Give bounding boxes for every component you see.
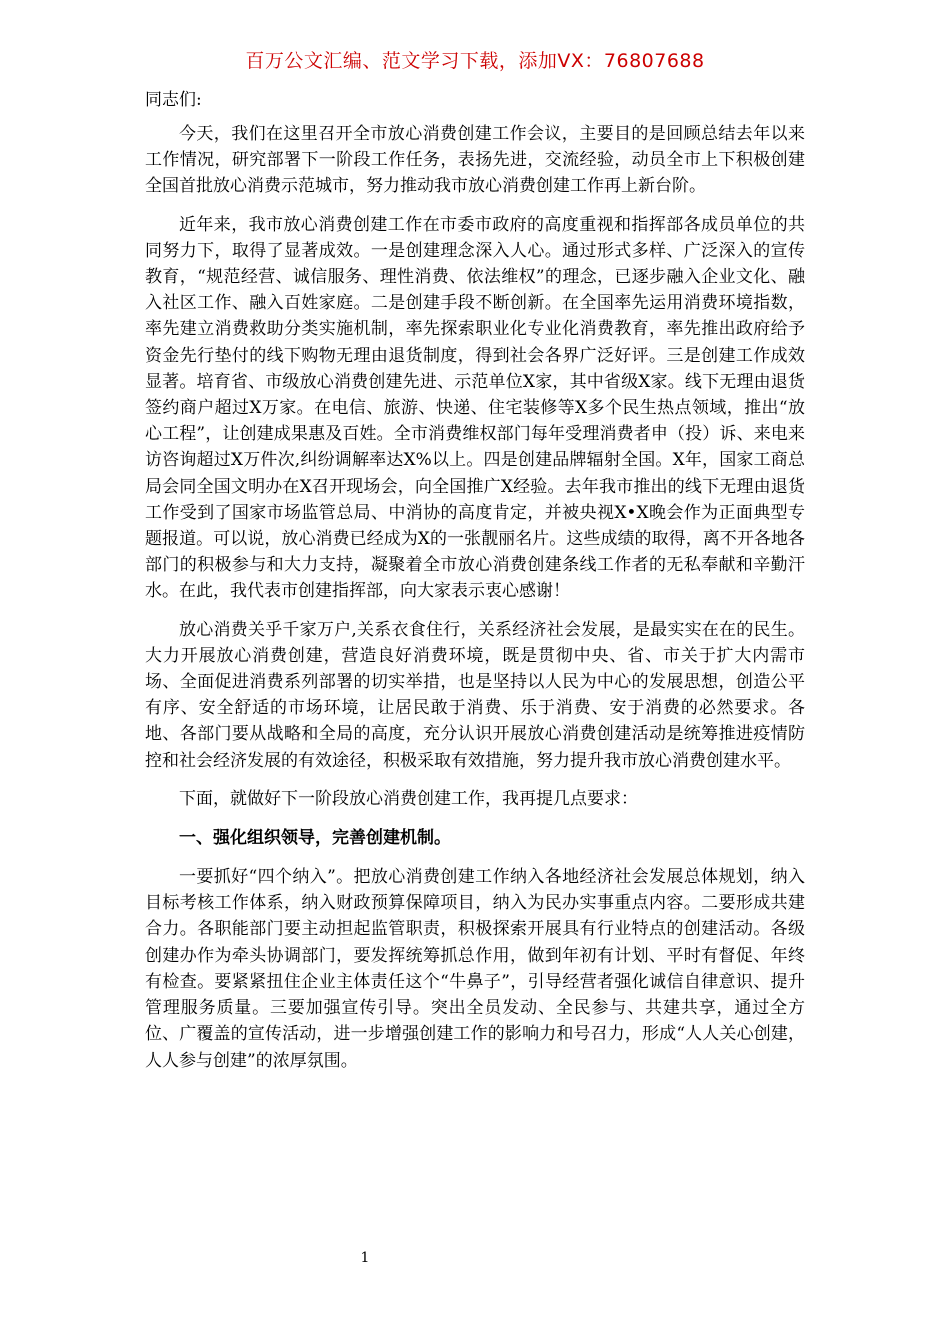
paragraph-achievements: 近年来，我市放心消费创建工作在市委市政府的高度重视和指挥部各成员单位的共同努力下，取得了显著成效。一是创建理念深入人心。通过形式多样、广泛深入的宣传教育，“规范经营、诚信服务、理性消费、依法维权”的理念，已逐步融入企业文化、融入社区工作、融入百姓家庭。二是创建手段不断创新。在全国率先运用消费环境指数，率先建立消费救助分类实施机制，率先探索职业化专业化消费教育，率先推出政府给予资金先行垫付的线下购物无理由退货制度，得到社会各界广泛好评。三是创建工作成效显著。培育省、市级放心消费创建先进、示范单位X家，其中省级X家。线下无理由退货签约商户超过X万家。在电信、旅游、快递、住宅装修等X多个民生热点领域，推出“放心工程”，让创建成果惠及百姓。全市消费维权部门每年受理消费者申（投）诉、来电来访咨询超过X万件次,纠纷调解率达X%以上。四是创建品牌辐射全国。X年，国家工商总局会同全国文明办在X召开现场会，向全国推广X经验。去年我市推出的线下无理由退货工作受到了国家市场监管总局、中消协的高度肯定，并被央视X•X晚会作为正面典型专题报道。可以说，放心消费已经成为X的一张靓丽名片。这些成绩的取得，离不开各地各部门的积极参与和大力支持，凝聚着全市放心消费创建条线工作者的无私奉献和辛勤汗水。在此，我代表市创建指挥部，向大家表示衷心感谢！	[145, 214, 805, 602]
paragraph-section-one: 一要抓好“四个纳入”。把放心消费创建工作纳入各地经济社会发展总体规划，纳入目标考核工作体系，纳入财政预算保障项目，纳入为民办实事重点内容。二要形成共建合力。各职能部门要主动担起监管职责，积极探索开展具有行业特点的创建活动。各级创建办作为牵头协调部门，要发挥统筹抓总作用，做到年初有计划、平时有督促、年终有检查。要紧紧扭住企业主体责任这个“牛鼻子”，引导经营者强化诚信自律意识、提升管理服务质量。三要加强宣传引导。突出全员发动、全民参与、共建共享，通过全方位、广覆盖的宣传活动，进一步增强创建工作的影响力和号召力，形成“人人关心创建，人人参与创建”的浓厚氛围。	[145, 867, 805, 1071]
section-heading: 一、强化组织领导，完善创建机制。	[179, 828, 451, 849]
paragraph-significance: 放心消费关乎千家万户,关系衣食住行，关系经济社会发展，是最实实在在的民生。大力开展放心消费创建，营造良好消费环境，既是贯彻中央、省、市关于扩大内需市场、全面促进消费系列部署的切实举措，也是坚持以人民为中心的发展思想，创造公平有序、安全舒适的市场环境，让居民敢于消费、乐于消费、安于消费的必然要求。各地、各部门要从战略和全局的高度，充分认识开展放心消费创建活动是统筹推进疫情防控和社会经济发展的有效途径，积极采取有效措施，努力提升我市放心消费创建水平。	[145, 619, 805, 771]
header-banner: 百万公文汇编、范文学习下载，添加VX：76807688	[245, 50, 705, 72]
salutation: 同志们:	[145, 90, 202, 110]
paragraph-opening: 今天，我们在这里召开全市放心消费创建工作会议，主要目的是回顾总结去年以来工作情况，研究部署下一阶段工作任务，表扬先进，交流经验，动员全市上下积极创建全国首批放心消费示范城市，努力推动我市放心消费创建工作再上新台阶。	[145, 124, 805, 197]
page-number: 1	[360, 1250, 370, 1266]
paragraph-requirements-intro: 下面，就做好下一阶段放心消费创建工作，我再提几点要求：	[179, 788, 638, 809]
document-body	[145, 86, 805, 1086]
